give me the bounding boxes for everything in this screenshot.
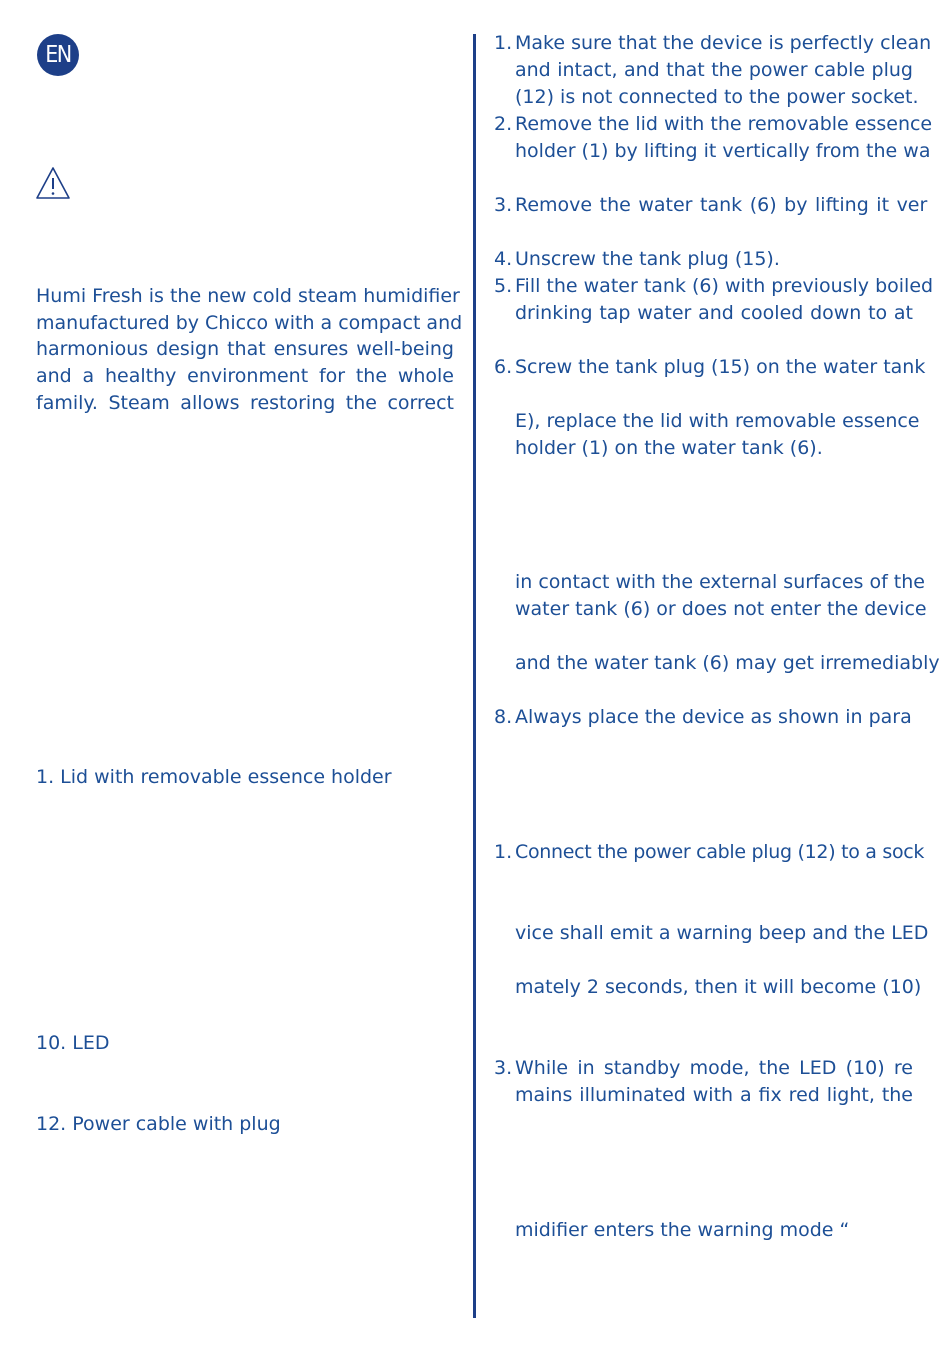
list-line: E), replace the lid with removable essence: [515, 410, 920, 432]
list-number: 1.: [494, 32, 513, 54]
intro-line: harmonious design that ensures well-being: [36, 338, 454, 360]
list-number: 6.: [494, 356, 513, 378]
list-number: 3.: [494, 1057, 513, 1079]
list-line: Screw the tank plug (15) on the water tank: [515, 356, 926, 378]
list-line: water tank (6) or does not enter the device: [515, 598, 927, 620]
list-number: 4.: [494, 248, 513, 270]
column-divider: [473, 34, 476, 1318]
list-line: Connect the power cable plug (12) to a sock: [515, 841, 925, 863]
list-number: 8.: [494, 706, 513, 728]
list-line: holder (1) by lifting it vertically from the wa: [515, 140, 931, 162]
intro-line: family. Steam allows restoring the correct: [36, 392, 454, 414]
intro-line: and a healthy environment for the whole: [36, 365, 454, 387]
warning-triangle-icon: [35, 166, 71, 200]
list-line: mately 2 seconds, then it will become (10): [515, 976, 922, 998]
list-number: 2.: [494, 113, 513, 135]
part-item: 10. LED: [36, 1032, 110, 1054]
list-line: drinking tap water and cooled down to at: [515, 302, 913, 324]
list-line: and intact, and that the power cable plug: [515, 59, 913, 81]
list-line: (12) is not connected to the power socket.: [515, 86, 919, 108]
list-number: 1.: [494, 841, 513, 863]
list-number: 5.: [494, 275, 513, 297]
part-item: 1. Lid with removable essence holder: [36, 766, 392, 788]
list-line: midifier enters the warning mode “: [515, 1219, 850, 1241]
list-line: Remove the lid with the removable essence: [515, 113, 933, 135]
list-line: Always place the device as shown in para: [515, 706, 912, 728]
list-line: in contact with the external surfaces of the: [515, 571, 925, 593]
list-number: 3.: [494, 194, 513, 216]
list-line: While in standby mode, the LED (10) re: [515, 1057, 913, 1079]
intro-line: manufactured by Chicco with a compact and: [36, 312, 463, 334]
list-line: Remove the water tank (6) by lifting it ver: [515, 194, 928, 216]
language-badge: EN: [37, 34, 79, 76]
list-line: holder (1) on the water tank (6).: [515, 437, 823, 459]
intro-line: Humi Fresh is the new cold steam humidifier: [36, 285, 460, 307]
list-line: and the water tank (6) may get irremediably: [515, 652, 940, 674]
list-line: Unscrew the tank plug (15).: [515, 248, 780, 270]
list-line: vice shall emit a warning beep and the LED: [515, 922, 929, 944]
list-line: mains illuminated with a fix red light, the: [515, 1084, 913, 1106]
list-line: Make sure that the device is perfectly clean: [515, 32, 932, 54]
list-line: Fill the water tank (6) with previously boiled: [515, 275, 934, 297]
part-item: 12. Power cable with plug: [36, 1113, 281, 1135]
